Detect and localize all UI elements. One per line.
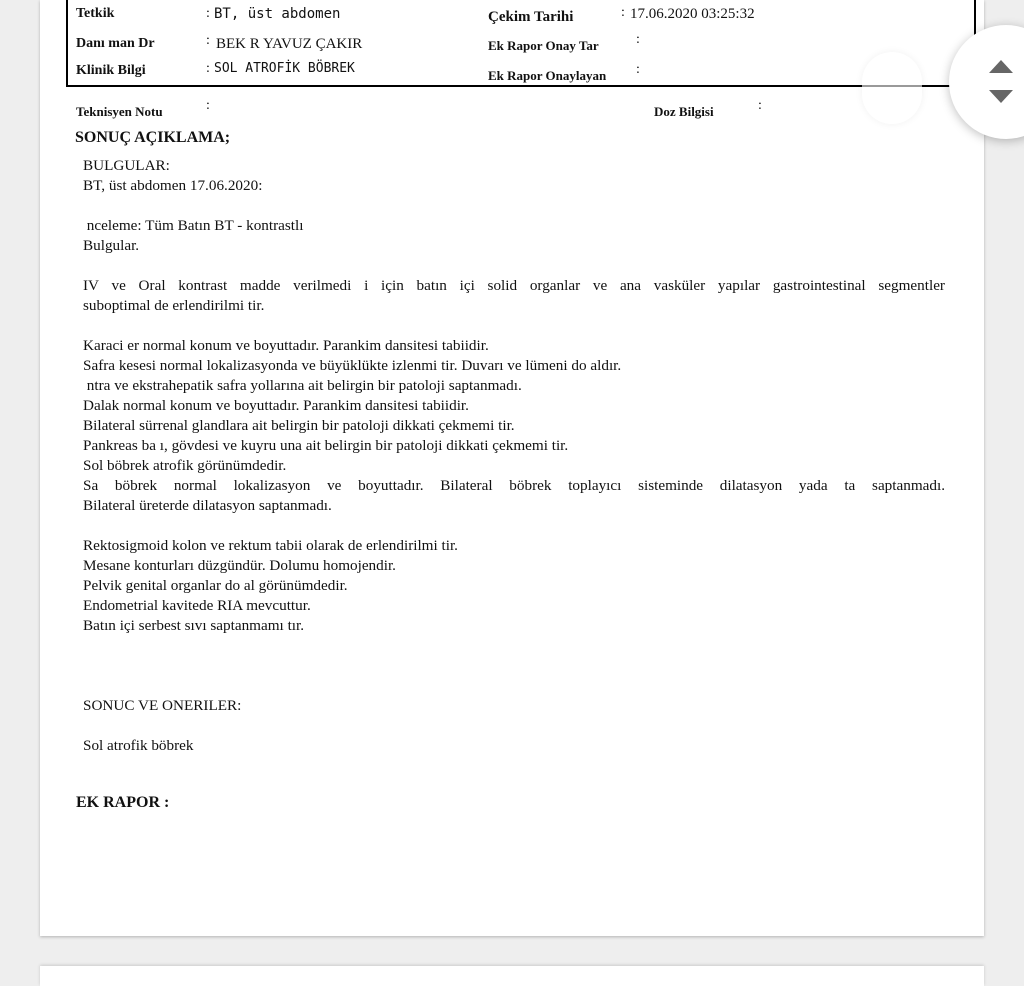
sonuc-oneriler-heading: SONUC VE ONERILER: (83, 697, 242, 714)
chevron-down-icon[interactable] (989, 90, 1013, 103)
cekim-label: Çekim Tarihi (488, 9, 574, 25)
sonuc-aciklama-heading: SONUÇ AÇIKLAMA; (75, 129, 231, 146)
danisman-label: Danı man Dr (76, 36, 155, 51)
bulgular-heading: BULGULAR: (83, 157, 170, 174)
next-page (40, 966, 984, 986)
finding-line: Pelvik genital organlar do al görünümdedir. (83, 577, 348, 594)
teknisyen-colon: : (206, 98, 210, 113)
teknisyen-label: Teknisyen Notu (76, 104, 163, 119)
finding-line: Karaci er normal konum ve boyuttadır. Parankim dansitesi tabiidir. (83, 337, 489, 354)
ek-rapor-label: EK RAPOR : (76, 794, 170, 811)
finding-line: Endometrial kavitede RIA mevcuttur. (83, 597, 311, 614)
finding-line: Dalak normal konum ve boyuttadır. Parankim dansitesi tabiidir. (83, 397, 469, 414)
finding-line: Rektosigmoid kolon ve rektum tabii olarak de erlendirilmi tir. (83, 537, 458, 554)
contrast-line-2: suboptimal de erlendirilmi tir. (83, 297, 265, 314)
finding-line: Bilateral sürrenal glandlara ait belirgin bir patoloji dikkati çekmemi tir. (83, 417, 515, 434)
cekim-colon: : (621, 5, 625, 20)
tetkik-value: BT, üst abdomen (214, 6, 341, 22)
finding-line: Mesane konturları düzgündür. Dolumu homojendir. (83, 557, 396, 574)
tetkik-colon: : (206, 6, 210, 21)
klinik-colon: : (206, 61, 210, 76)
ek-onay-tar-label: Ek Rapor Onay Tar (488, 38, 599, 53)
ureter-line: Bilateral üreterde dilatasyon saptanmadı. (83, 497, 332, 514)
inceleme-line: nceleme: Tüm Batın BT - kontrastlı (83, 217, 304, 234)
tetkik-label: Tetkik (76, 6, 115, 21)
finding-line: Pankreas ba ı, gövdesi ve kuyru una ait belirgin bir patoloji dikkati çekmemi tir. (83, 437, 569, 454)
zoom-control-ghost (862, 52, 922, 124)
finding-line: Sol böbrek atrofik görünümdedir. (83, 457, 287, 474)
ek-onaylayan-label: Ek Rapor Onaylayan (488, 68, 607, 83)
danisman-value: BEK R YAVUZ ÇAKIR (216, 36, 363, 52)
exam-line: BT, üst abdomen 17.06.2020: (83, 177, 263, 194)
finding-line: ntra ve ekstrahepatik safra yollarına ait belirgin bir patoloji saptanmadı. (83, 377, 522, 394)
doz-label: Doz Bilgisi (654, 104, 714, 119)
finding-line: Safra kesesi normal lokalizasyonda ve büyüklükte izlenmi tir. Duvarı ve lümeni do aldır. (83, 357, 622, 374)
doz-colon: : (758, 98, 762, 113)
finding-line: Batın içi serbest sıvı saptanmamı tır. (83, 617, 305, 634)
ek-onay-tar-colon: : (636, 32, 640, 47)
danisman-colon: : (206, 33, 210, 48)
ek-onaylayan-colon: : (636, 62, 640, 77)
contrast-line-1: IV ve Oral kontrast madde verilmedi i için batın içi solid organlar ve ana vasküler yapılar gastrointestinal segmentler (83, 277, 945, 294)
sag-bobrek-line: Sa böbrek normal lokalizasyon ve boyuttadır. Bilateral böbrek toplayıcı sisteminde dilatasyon yada ta saptanmadı. (83, 477, 945, 494)
report-body (83, 156, 945, 756)
klinik-value: SOL ATROFİK BÖBREK (214, 61, 355, 76)
klinik-label: Klinik Bilgi (76, 63, 146, 78)
bulgular-line: Bulgular. (83, 237, 140, 254)
cekim-value: 17.06.2020 03:25:32 (630, 6, 755, 22)
chevron-up-icon[interactable] (989, 60, 1013, 73)
sonuc-text: Sol atrofik böbrek (83, 737, 194, 754)
